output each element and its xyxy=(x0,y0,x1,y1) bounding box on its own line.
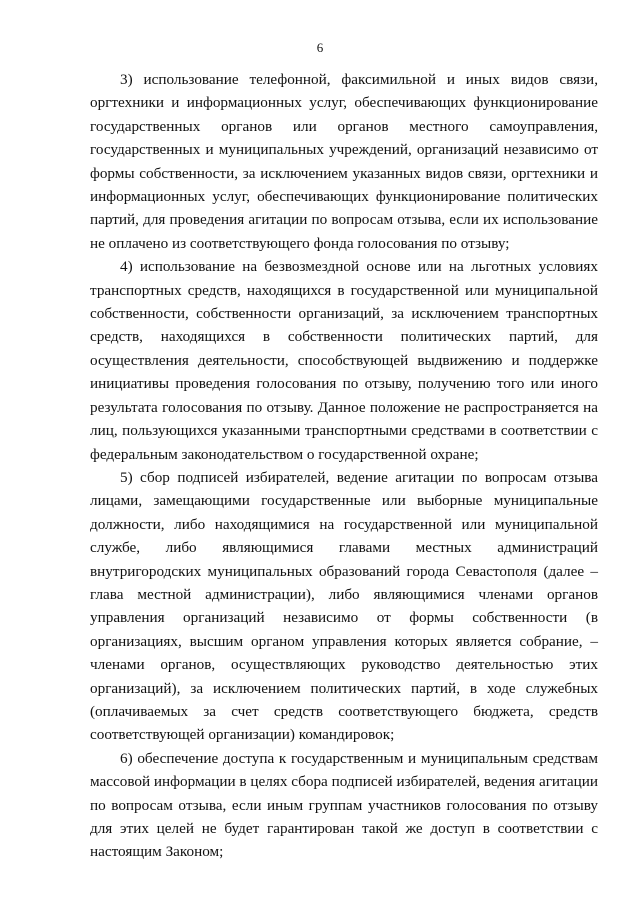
document-body xyxy=(90,68,598,864)
paragraph-item-6: 6) обеспечение доступа к государственным и муниципальным средствам массовой информации в целях сбора подписей избирателей, ведения агитации по вопросам отзыва, если иным группам участников голосования по отзыву для этих целей не будет гарантирован такой же доступ в соответствии с настоящим Законом; xyxy=(90,749,598,861)
paragraph-item-5: 5) сбор подписей избирателей, ведение агитации по вопросам отзыва лицами, замещающими государственные или выборные муниципальные должности, либо находящимися на государственной или муниципальной службе, либо являющимися главами местных администраций внутригородских муниципальных образований города Севастополя (далее – глава местной администрации), либо являющимися членами органов управления организаций независимо от формы собственности (в организациях, высшим органом управления которых является собрание, – членами органов, осуществляющих руководство деятельностью этих организаций), за исключением политических партий, в ходе служебных (оплачиваемых за счет средств соответствующего бюджета, средств соответствующей организации) командировок; xyxy=(90,468,598,744)
paragraph-item-3: 3) использование телефонной, факсимильной и иных видов связи, оргтехники и информационных услуг, обеспечивающих функционирование государственных органов или органов местного самоуправления, государственных и муниципальных учреждений, организаций независимо от формы собственности, за исключением указанных видов связи, оргтехники и информационных услуг, обеспечивающих функционирование политических партий, для проведения агитации по вопросам отзыва, если их использование не оплачено из соответствующего фонда голосования по отзыву; xyxy=(90,71,598,252)
paragraph-item-4: 4) использование на безвозмездной основе или на льготных условиях транспортных средств, находящихся в государственной или муниципальной собственности, собственности организаций, за исключением транспортных средств, находящихся в собственности политических партий, для осуществления деятельности, способствующей выдвижению и поддержке инициативы проведения голосования по отзыву, получению того или иного результата голосования по отзыву. Данное положение не распространяется на лиц, пользующихся указанными транспортными средствами в соответствии с федеральным законодательством о государственной охране; xyxy=(90,258,598,463)
page-number: 6 xyxy=(316,40,324,55)
